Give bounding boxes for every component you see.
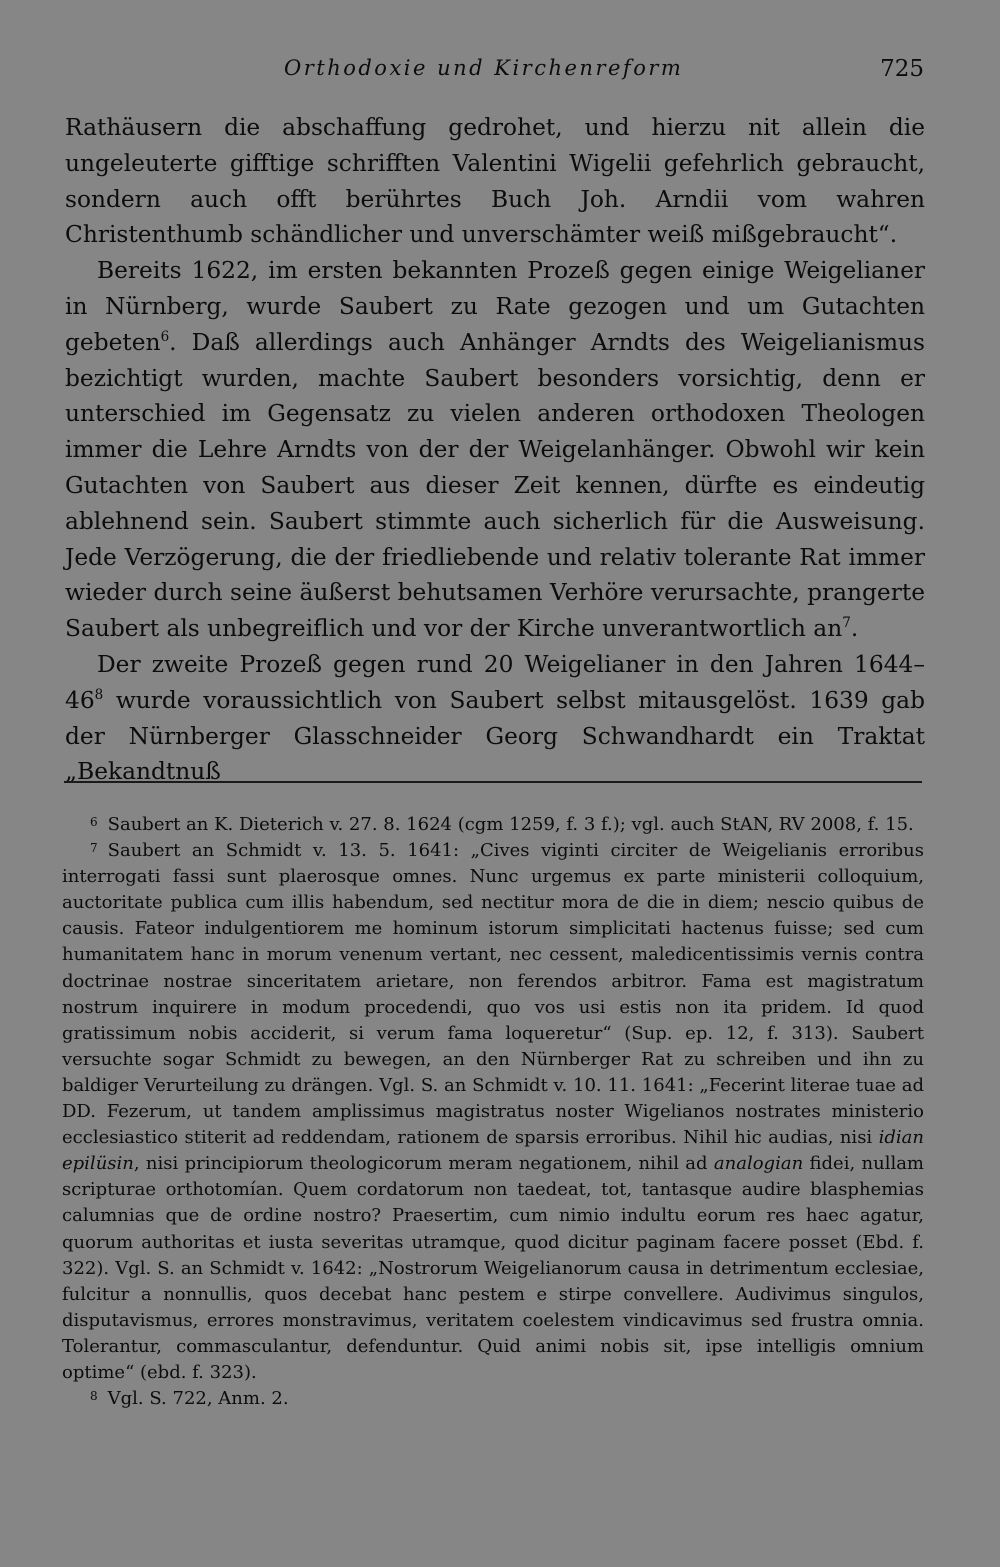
main-text (65, 110, 925, 790)
paragraph-text: Der zweite Prozeß gegen rund 20 Weigelianer in den Jahren 1644–46 (65, 650, 925, 714)
footnote-reference: 8 (94, 686, 104, 703)
paragraph (65, 110, 925, 253)
footnote-text: , nisi principiorum theologicorum meram negationem, nihil ad (133, 1153, 714, 1175)
paragraph (65, 647, 925, 790)
footnote-6 (62, 812, 924, 838)
footnote-text: Saubert an Schmidt v. 13. 5. 1641: „Cives viginti circiter de Weigelianis erroribus interrogati fassi sunt plaerosque omnes. Nunc urgemus ex parte ministerii colloquium, auctoritate publica cum illis habendum, sed nectitur mora de die in diem; nescio quibus de causis. Fateor indulgentiorem me hominum istorum simplicitati hactenus fuisse; sed cum humanitatem hanc in morum venenum vertant, nec cessent, maledicentissimis vernis contra doctrinae nostrae sinceritatem arietare, non ferendos arbitror. Fama est magistratum nostrum inquirere in modum procedendi, quo vos usi estis non ita pridem. Id quod gratissimum nobis acciderit, si verum fama loqueretur“ (Sup. ep. 12, f. 313). Saubert versuchte sogar Schmidt zu bewegen, an den Nürnberger Rat zu schreiben und ihn zu baldiger Verurteilung zu drängen. Vgl. S. an Schmidt v. 10. 11. 1641: „Fecerint literae tuae ad DD. Fezerum, ut tandem amplissimus magistratus noster Wigelianos nostrates ministerio ecclesiastico stiterit ad reddendam, rationem de sparsis erroribus. Nihil hic audias, nisi (62, 840, 924, 1149)
paragraph-text: . (850, 615, 859, 643)
footnote-reference: 6 (160, 329, 170, 346)
footnote-italic-term: idian epilüsin (62, 1127, 924, 1175)
page-number: 725 (880, 56, 924, 82)
footnote-separator (64, 781, 922, 783)
paragraph-text: . Daß allerdings auch Anhänger Arndts des Weigelianismus bezichtigt wurden, machte Saubert besonders vorsichtig, denn er unterschied im Gegensatz zu vielen anderen orthodoxen Theologen immer die Lehre Arndts von der der Weigelanhänger. Obwohl wir kein Gutachten von Saubert aus dieser Zeit kennen, dürfte es eindeutig ablehnend sein. Saubert stimmte auch sicherlich für die Ausweisung. Jede Verzögerung, die der friedliebende und relativ tolerante Rat immer wieder durch seine äußerst behutsamen Verhöre verursachte, prangerte Saubert als unbegreiflich und vor der Kirche unverantwortlich an (65, 328, 925, 643)
footnote-text: fidei, nullam scripturae orthotomían. Quem cordatorum non taedeat, tot, tantasque audire blasphemias calumnias que de ordine nostro? Praesertim, cum nimio indultu eorum res haec agatur, quorum authoritas et iusta severitas utramque, quod dicitur paginam facere posset (Ebd. f. 322). Vgl. S. an Schmidt v. 1642: „Nostrorum Weigelianorum causa in detrimentum ecclesiae, fulcitur a nonnullis, quos decebat hanc pestem e stirpe convellere. Audivimus singulos, disputavismus, errores monstravimus, veritatem coelestem vindicavimus sed frustra omnia. Tolerantur, commasculantur, defenduntur. Quid animi nobis sit, ipse intelligis omnium optime“ (ebd. f. 323). (62, 1153, 925, 1383)
footnote-number: 8 (90, 1389, 98, 1404)
footnote-number: 6 (90, 815, 98, 829)
paragraph-text: wurde voraussichtlich von Saubert selbst mitausgelöst. 1639 gab der Nürnberger Glasschneider Georg Schwandhardt ein Traktat „Bekandtnuß (65, 686, 925, 786)
footnote-text: Saubert an K. Dieterich v. 27. 8. 1624 (cgm 1259, f. 3 f.); vgl. auch StAN, RV 2008, f. 15. (107, 814, 914, 835)
page-header (62, 52, 924, 88)
footnote-7 (62, 838, 924, 1386)
running-head: Orthodoxie und Kirchenreform (284, 56, 684, 80)
footnote-italic-term: analogian (713, 1153, 804, 1175)
footnote-8 (62, 1386, 924, 1412)
paragraph-text: Bereits 1622, im ersten bekannten Prozeß gegen einige Weigelianer in Nürnberg, wurde Saubert zu Rate gezogen und um Gutachten gebeten (65, 257, 925, 356)
footnote-reference: 7 (842, 615, 851, 632)
paragraph (65, 253, 925, 647)
footnote-number: 7 (90, 841, 98, 856)
footnotes (62, 812, 924, 1412)
paragraph-text: Rathäusern die abschaffung gedrohet, und hierzu nit allein die ungeleuterte gifftige schrifften Valentini Wigelii gefehrlich gebraucht, sondern auch offt berührtes Buch Joh. Arndii vom wahren Christenthumb schändlicher und unverschämter weiß mißgebraucht“. (65, 114, 925, 249)
footnote-text: Vgl. S. 722, Anm. 2. (107, 1388, 289, 1410)
